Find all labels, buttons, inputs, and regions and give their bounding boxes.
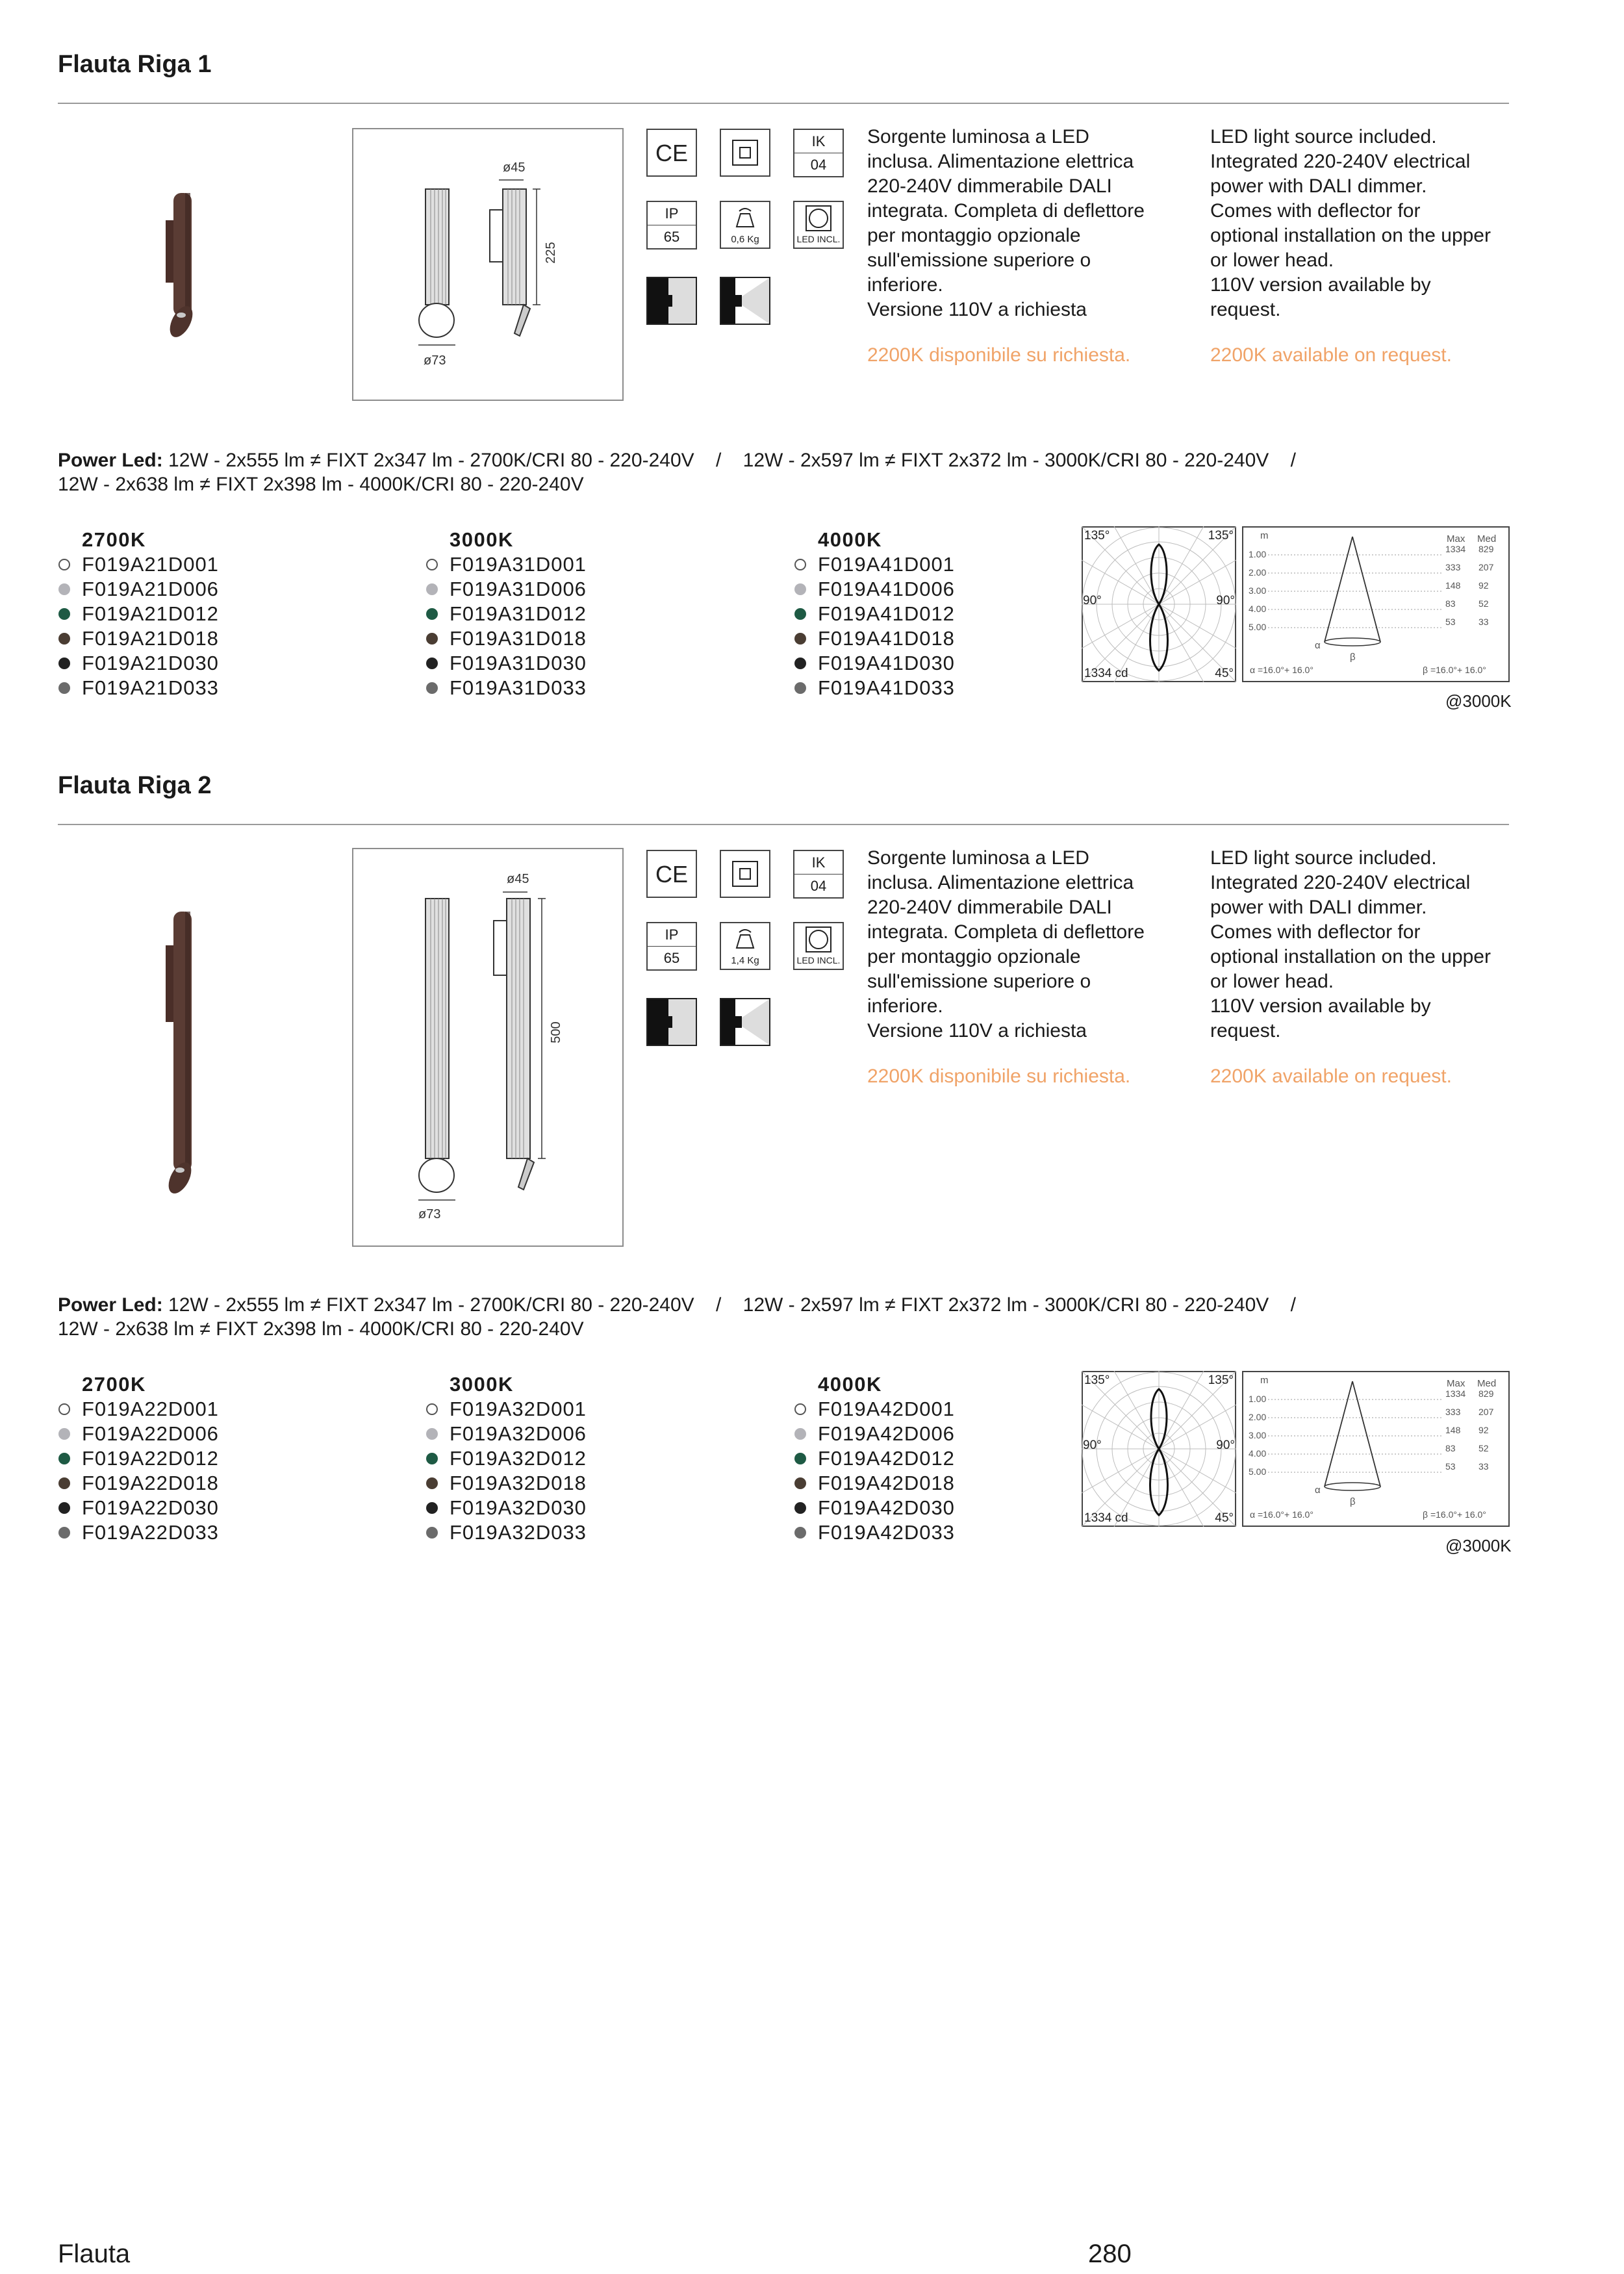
finish-white-dot — [426, 1403, 438, 1415]
alpha-symbol: α — [1315, 640, 1321, 651]
led-label: LED INCL. — [796, 955, 841, 965]
note-en: 2200K available on request. — [1210, 344, 1452, 366]
list-item: F019A22D018 — [58, 1471, 219, 1496]
finish-dark-grey-dot — [58, 682, 70, 694]
list-item: F019A42D006 — [794, 1422, 955, 1446]
cone-m-label: m — [1260, 1375, 1269, 1386]
alpha-angle: α =16.0°+ 16.0° — [1250, 1509, 1313, 1520]
dim-bottom-label: ø73 — [418, 1207, 441, 1221]
power-line-2: 12W - 2x638 lm ≠ FIXT 2x398 lm - 4000K/CRI 80 - 220-240V — [58, 474, 584, 495]
finish-black-dot — [58, 658, 70, 669]
list-item: F019A32D018 — [425, 1471, 587, 1496]
section-divider — [58, 824, 1509, 825]
wall-mount — [166, 220, 175, 283]
note-en: 2200K available on request. — [1210, 1066, 1452, 1087]
finish-black-dot — [794, 1502, 806, 1514]
finish-white-dot — [58, 1403, 70, 1415]
polar-diagram — [1082, 526, 1236, 682]
ik-label: IK — [811, 854, 826, 871]
finish-green-dot — [426, 1453, 438, 1464]
list-item: F019A22D012 — [58, 1446, 219, 1471]
svg-text:92: 92 — [1478, 1425, 1489, 1435]
power-led-spec — [58, 448, 1552, 496]
front-view — [419, 189, 454, 337]
weight-icon — [720, 201, 770, 249]
led-included-icon — [793, 201, 844, 249]
power-led-spec — [58, 1293, 1552, 1341]
column-header: 4000K — [818, 1373, 882, 1396]
polar-label-br: 45° — [1215, 1511, 1234, 1525]
description-en: LED light source included. Integrated 220-240V electrical power with DALI dimmer. Comes with deflector for optional installation on the upper or lower head. 110V version available by request. — [1210, 126, 1491, 320]
list-item: F019A31D012 — [425, 602, 587, 626]
description-it: Sorgente luminosa a LED inclusa. Alimentazione elettrica 220-240V dimmerabile DALI integrata. Completa di deflettore per montaggio opzionale sull'emissione superiore o inferiore. Versione 110V a richiesta — [867, 847, 1145, 1041]
svg-text:829: 829 — [1478, 544, 1494, 554]
note-it: 2200K disponibile su richiesta. — [867, 1066, 1131, 1087]
cone-diagram — [1242, 1371, 1510, 1527]
cone-med-label: Med — [1477, 533, 1497, 544]
svg-text:5.00: 5.00 — [1249, 1466, 1267, 1477]
technical-drawing-box — [352, 128, 624, 401]
ce-mark: CE — [655, 861, 689, 888]
svg-text:83: 83 — [1445, 1443, 1456, 1453]
alpha-angle: α =16.0°+ 16.0° — [1250, 665, 1313, 675]
list-item: F019A31D030 — [425, 651, 587, 676]
column-header: 2700K — [82, 528, 146, 551]
polar-diagram — [1082, 1371, 1236, 1527]
svg-text:53: 53 — [1445, 617, 1456, 627]
polar-label-ml: 90° — [1083, 1438, 1102, 1452]
list-item: F019A32D012 — [425, 1446, 587, 1471]
finish-grey-dot — [426, 1428, 438, 1440]
code-column-2700k — [58, 528, 219, 700]
list-item: F019A42D030 — [794, 1496, 955, 1520]
finish-green-dot — [794, 608, 806, 620]
svg-text:1.00: 1.00 — [1249, 549, 1267, 559]
finish-dark-grey-dot — [58, 1527, 70, 1539]
finish-green-dot — [58, 608, 70, 620]
list-item: F019A22D006 — [58, 1422, 219, 1446]
polar-label-bl: 1334 cd — [1084, 1511, 1128, 1525]
list-item: F019A22D030 — [58, 1496, 219, 1520]
beta-angle: β =16.0°+ 16.0° — [1423, 1509, 1486, 1520]
list-item: F019A41D001 — [794, 552, 955, 577]
finish-grey-dot — [794, 1428, 806, 1440]
emission-wide-icon — [720, 277, 770, 325]
svg-text:33: 33 — [1478, 617, 1489, 627]
ik-rating — [793, 850, 844, 899]
beta-symbol: β — [1350, 652, 1356, 663]
svg-text:148: 148 — [1445, 580, 1461, 591]
emission-wide-icon — [720, 998, 770, 1046]
column-header: 4000K — [818, 528, 882, 551]
finish-white-dot — [794, 1403, 806, 1415]
dim-top-label: ø45 — [507, 872, 529, 886]
beta-symbol: β — [1350, 1496, 1356, 1507]
dim-top-label: ø45 — [503, 160, 526, 175]
finish-dark-grey-dot — [426, 682, 438, 694]
list-item: F019A22D001 — [58, 1397, 219, 1422]
polar-label-mr: 90° — [1216, 594, 1235, 607]
polar-label-tr: 135° — [1208, 1373, 1234, 1387]
svg-text:207: 207 — [1478, 562, 1494, 572]
finish-white-dot — [426, 559, 438, 570]
technical-drawing-box — [352, 848, 624, 1247]
list-item: F019A21D001 — [58, 552, 219, 577]
page-number: 280 — [1088, 2240, 1132, 2268]
cone-max-label: Max — [1447, 533, 1465, 544]
finish-green-dot — [794, 1453, 806, 1464]
ip-rating — [646, 201, 697, 249]
ip-rating — [646, 922, 697, 971]
weight-value: 1,4 Kg — [731, 955, 759, 966]
cone-max-label: Max — [1447, 1378, 1465, 1389]
photometric-note: @3000K — [1445, 1536, 1512, 1555]
svg-text:4.00: 4.00 — [1249, 1448, 1267, 1459]
list-item: F019A42D001 — [794, 1397, 955, 1422]
finish-brown-dot — [426, 1477, 438, 1489]
technical-drawing — [353, 849, 622, 1246]
ik-value: 04 — [794, 153, 843, 176]
finish-grey-dot — [426, 583, 438, 595]
alpha-symbol: α — [1315, 1485, 1321, 1496]
list-item: F019A21D018 — [58, 626, 219, 651]
ce-badge — [646, 850, 697, 898]
ip-value: 65 — [648, 946, 696, 969]
weight-icon — [720, 922, 770, 970]
column-header: 2700K — [82, 1373, 146, 1396]
finish-black-dot — [426, 1502, 438, 1514]
polar-label-tr: 135° — [1208, 529, 1234, 543]
power-line-1: 12W - 2x555 lm ≠ FIXT 2x347 lm - 2700K/CRI 80 - 220-240V / 12W - 2x597 lm ≠ FIXT 2x372 lm - 3000K/CRI 80 - 220-240V / — [162, 1294, 1296, 1316]
list-item: F019A21D033 — [58, 676, 219, 700]
svg-text:3.00: 3.00 — [1249, 1430, 1267, 1440]
dim-bottom-label: ø73 — [424, 353, 446, 368]
finish-dark-grey-dot — [794, 682, 806, 694]
list-item: F019A31D001 — [425, 552, 587, 577]
ip-label: IP — [665, 205, 679, 222]
svg-text:1334: 1334 — [1445, 1388, 1466, 1399]
svg-text:2.00: 2.00 — [1249, 567, 1267, 578]
code-column-3000k — [425, 528, 587, 700]
finish-brown-dot — [58, 633, 70, 645]
list-item: F019A21D030 — [58, 651, 219, 676]
finish-black-dot — [794, 658, 806, 669]
list-item: F019A21D012 — [58, 602, 219, 626]
ik-rating — [793, 129, 844, 177]
power-line-2: 12W - 2x638 lm ≠ FIXT 2x398 lm - 4000K/CRI 80 - 220-240V — [58, 1318, 584, 1340]
polar-label-tl: 135° — [1084, 529, 1110, 543]
polar-label-tl: 135° — [1084, 1373, 1110, 1387]
list-item: F019A31D006 — [425, 577, 587, 602]
code-column-4000k — [794, 1372, 955, 1545]
product-photo — [153, 906, 205, 1205]
finish-white-dot — [58, 559, 70, 570]
ik-value: 04 — [794, 874, 843, 897]
svg-text:829: 829 — [1478, 1388, 1494, 1399]
finish-white-dot — [794, 559, 806, 570]
list-item: F019A21D006 — [58, 577, 219, 602]
dim-height-label: 225 — [544, 242, 558, 264]
finish-brown-dot — [794, 1477, 806, 1489]
ce-badge — [646, 129, 697, 177]
svg-text:52: 52 — [1478, 598, 1489, 609]
polar-label-br: 45° — [1215, 667, 1234, 680]
weight-value: 0,6 Kg — [731, 234, 759, 245]
list-item: F019A41D030 — [794, 651, 955, 676]
list-item: F019A42D018 — [794, 1471, 955, 1496]
svg-text:1.00: 1.00 — [1249, 1394, 1267, 1404]
list-item: F019A42D033 — [794, 1520, 955, 1545]
cone-med-label: Med — [1477, 1378, 1497, 1389]
led-label: LED INCL. — [796, 234, 841, 244]
wall-mount — [166, 945, 175, 1022]
list-item: F019A32D030 — [425, 1496, 587, 1520]
finish-green-dot — [426, 608, 438, 620]
finish-grey-dot — [58, 1428, 70, 1440]
finish-brown-dot — [58, 1477, 70, 1489]
led-included-icon — [793, 922, 844, 970]
list-item: F019A32D006 — [425, 1422, 587, 1446]
list-item: F019A41D033 — [794, 676, 955, 700]
cone-m-label: m — [1260, 530, 1269, 541]
list-item: F019A32D001 — [425, 1397, 587, 1422]
svg-text:148: 148 — [1445, 1425, 1461, 1435]
list-item: F019A42D012 — [794, 1446, 955, 1471]
polar-label-ml: 90° — [1083, 594, 1102, 607]
emission-downlight-icon — [646, 998, 697, 1046]
svg-text:5.00: 5.00 — [1249, 622, 1267, 632]
front-view — [419, 899, 454, 1192]
emission-downlight-icon — [646, 277, 697, 325]
power-label: Power Led: — [58, 1294, 163, 1316]
section-divider — [58, 103, 1509, 104]
list-item: F019A31D018 — [425, 626, 587, 651]
column-header: 3000K — [450, 1373, 514, 1396]
cone-diagram — [1242, 526, 1510, 682]
list-item: F019A41D018 — [794, 626, 955, 651]
svg-text:4.00: 4.00 — [1249, 604, 1267, 614]
technical-drawing — [353, 129, 622, 400]
code-column-4000k — [794, 528, 955, 700]
code-column-3000k — [425, 1372, 587, 1545]
finish-grey-dot — [794, 583, 806, 595]
list-item: F019A31D033 — [425, 676, 587, 700]
svg-text:1334: 1334 — [1445, 544, 1466, 554]
beta-angle: β =16.0°+ 16.0° — [1423, 665, 1486, 675]
dim-height-label: 500 — [549, 1021, 563, 1043]
class-ii-icon — [720, 850, 770, 898]
polar-label-mr: 90° — [1216, 1438, 1235, 1452]
finish-black-dot — [58, 1502, 70, 1514]
list-item: F019A41D012 — [794, 602, 955, 626]
description-it: Sorgente luminosa a LED inclusa. Alimentazione elettrica 220-240V dimmerabile DALI integrata. Completa di deflettore per montaggio opzionale sull'emissione superiore o inferiore. Versione 110V a richiesta — [867, 126, 1145, 320]
power-label: Power Led: — [58, 450, 163, 471]
power-line-1: 12W - 2x555 lm ≠ FIXT 2x347 lm - 2700K/CRI 80 - 220-240V / 12W - 2x597 lm ≠ FIXT 2x372 lm - 3000K/CRI 80 - 220-240V / — [162, 450, 1296, 471]
photometric-note: @3000K — [1445, 691, 1512, 711]
svg-text:33: 33 — [1478, 1461, 1489, 1472]
list-item: F019A41D006 — [794, 577, 955, 602]
ip-label: IP — [665, 926, 679, 943]
svg-text:3.00: 3.00 — [1249, 585, 1267, 596]
svg-text:92: 92 — [1478, 580, 1489, 591]
note-it: 2200K disponibile su richiesta. — [867, 344, 1131, 366]
class-ii-icon — [720, 129, 770, 177]
svg-text:52: 52 — [1478, 1443, 1489, 1453]
deflector — [165, 302, 197, 340]
svg-text:53: 53 — [1445, 1461, 1456, 1472]
finish-dark-grey-dot — [426, 1527, 438, 1539]
ip-value: 65 — [648, 225, 696, 248]
section-title: Flauta Riga 2 — [58, 772, 212, 799]
finish-brown-dot — [426, 633, 438, 645]
list-item: F019A32D033 — [425, 1520, 587, 1545]
footer-title: Flauta — [58, 2240, 131, 2268]
polar-label-bl: 1334 cd — [1084, 667, 1128, 680]
finish-grey-dot — [58, 583, 70, 595]
side-view — [494, 899, 534, 1190]
svg-text:333: 333 — [1445, 562, 1461, 572]
list-item: F019A22D033 — [58, 1520, 219, 1545]
side-view — [490, 189, 530, 336]
ik-label: IK — [811, 133, 826, 149]
svg-text:333: 333 — [1445, 1407, 1461, 1417]
finish-brown-dot — [794, 633, 806, 645]
finish-dark-grey-dot — [794, 1527, 806, 1539]
column-header: 3000K — [450, 528, 514, 551]
ce-mark: CE — [655, 140, 689, 166]
svg-text:207: 207 — [1478, 1407, 1494, 1417]
section-title: Flauta Riga 1 — [58, 51, 212, 78]
svg-text:83: 83 — [1445, 598, 1456, 609]
code-column-2700k — [58, 1372, 219, 1545]
finish-green-dot — [58, 1453, 70, 1464]
product-photo — [153, 185, 205, 341]
description-en: LED light source included. Integrated 220-240V electrical power with DALI dimmer. Comes with deflector for optional installation on the upper or lower head. 110V version available by request. — [1210, 847, 1491, 1041]
finish-black-dot — [426, 658, 438, 669]
svg-text:2.00: 2.00 — [1249, 1412, 1267, 1422]
